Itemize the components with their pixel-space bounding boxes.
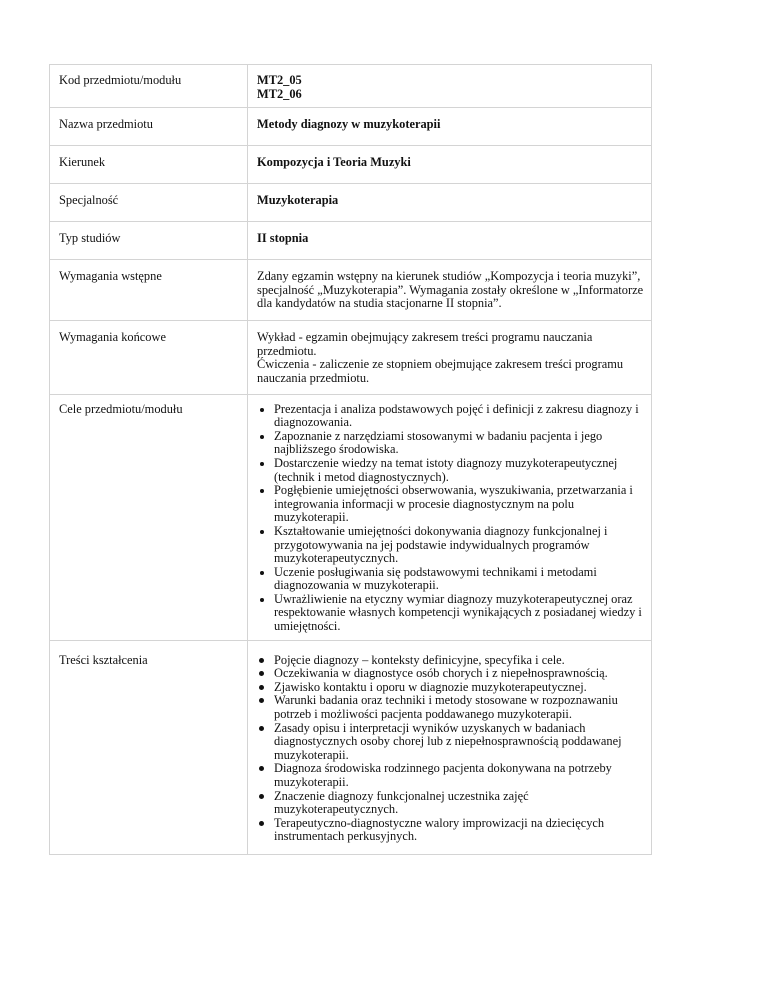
row-label: Kod przedmiotu/modułu: [50, 65, 248, 108]
list-item: Zasady opisu i interpretacji wyników uzyskanych w badaniach diagnostycznych osoby chorej lub z niepełnosprawnością poddawanej muzykoterapii.: [257, 722, 645, 763]
table-row-nazwa: [50, 108, 652, 146]
row-label: Treści kształcenia: [50, 640, 248, 854]
list-item: Warunki badania oraz techniki i metody stosowane w rozpoznawaniu potrzeb i możliwości pacjenta poddawanego muzykoterapii.: [257, 694, 645, 721]
list-item: Znaczenie diagnozy funkcjonalnej uczestnika zajęć muzykoterapeutycznych.: [257, 790, 645, 817]
list-item: Uczenie posługiwania się podstawowymi technikami i metodami diagnozowania w muzykoterapii.: [257, 566, 645, 593]
course-name: Metody diagnozy w muzykoterapii: [248, 108, 652, 146]
table-row-cele: [50, 394, 652, 640]
row-label: Typ studiów: [50, 222, 248, 260]
table-row-wymagania-wstepne: [50, 260, 652, 321]
list-item: Uwrażliwienie na etyczny wymiar diagnozy muzykoterapeutycznej oraz respektowanie własnych kompetencji wynikających z posiadanej wiedzy i umiejętności.: [257, 593, 645, 634]
row-value: [248, 65, 652, 108]
course-goals: [248, 394, 652, 640]
table-row-specjalnosc: [50, 184, 652, 222]
list-item: Dostarczenie wiedzy na temat istoty diagnozy muzykoterapeutycznej (technik i metod diagnostycznych).: [257, 457, 645, 484]
row-label: Nazwa przedmiotu: [50, 108, 248, 146]
list-item: Pojęcie diagnozy – konteksty definicyjne, specyfika i cele.: [257, 654, 645, 668]
entry-requirements: Zdany egzamin wstępny na kierunek studiów „Kompozycja i teoria muzyki”, specjalność „Muzykoterapia”. Wymagania zostały określone w „Informatorze dla kandydatów na studia stacjonarne II stopnia”.: [248, 260, 652, 321]
table-row-kierunek: [50, 146, 652, 184]
requirement-line: Ćwiczenia - zaliczenie ze stopniem obejmujące zakresem treści programu nauczania przedmiotu.: [257, 357, 624, 385]
course-code: MT2_05: [257, 73, 302, 87]
course-info-table: [49, 64, 652, 855]
specialization: Muzykoterapia: [248, 184, 652, 222]
list-item: Terapeutyczno-diagnostyczne walory improwizacji na dziecięcych instrumentach perkusyjnych.: [257, 817, 645, 844]
list-item: Diagnoza środowiska rodzinnego pacjenta dokonywana na potrzeby muzykoterapii.: [257, 762, 645, 789]
table-row-typ: [50, 222, 652, 260]
row-label: Cele przedmiotu/modułu: [50, 394, 248, 640]
final-requirements: [248, 321, 652, 394]
row-label: Wymagania końcowe: [50, 321, 248, 394]
list-item: Pogłębienie umiejętności obserwowania, wyszukiwania, przetwarzania i integrowania informacji w procesie diagnostycznym na polu muzykoterapii.: [257, 484, 645, 525]
list-item: Zjawisko kontaktu i oporu w diagnozie muzykoterapeutycznej.: [257, 681, 645, 695]
list-item: Oczekiwania w diagnostyce osób chorych i z niepełnosprawnością.: [257, 667, 645, 681]
table-row-tresci: [50, 640, 652, 854]
field-of-study: Kompozycja i Teoria Muzyki: [248, 146, 652, 184]
content-list: [257, 654, 645, 844]
requirement-line: Wykład - egzamin obejmujący zakresem treści programu nauczania przedmiotu.: [257, 330, 593, 358]
table-row-kod: [50, 65, 652, 108]
table-row-wymagania-koncowe: [50, 321, 652, 394]
row-label: Specjalność: [50, 184, 248, 222]
study-type: II stopnia: [248, 222, 652, 260]
row-label: Kierunek: [50, 146, 248, 184]
list-item: Zapoznanie z narzędziami stosowanymi w badaniu pacjenta i jego najbliższego środowiska.: [257, 430, 645, 457]
list-item: Prezentacja i analiza podstawowych pojęć i definicji z zakresu diagnozy i diagnozowania.: [257, 403, 645, 430]
course-code: MT2_06: [257, 86, 302, 101]
list-item: Kształtowanie umiejętności dokonywania diagnozy funkcjonalnej i przygotowywania na jej podstawie indywidualnych programów muzykoterapeutycznych.: [257, 525, 645, 566]
goals-list: [257, 403, 645, 634]
row-label: Wymagania wstępne: [50, 260, 248, 321]
course-content: [248, 640, 652, 854]
